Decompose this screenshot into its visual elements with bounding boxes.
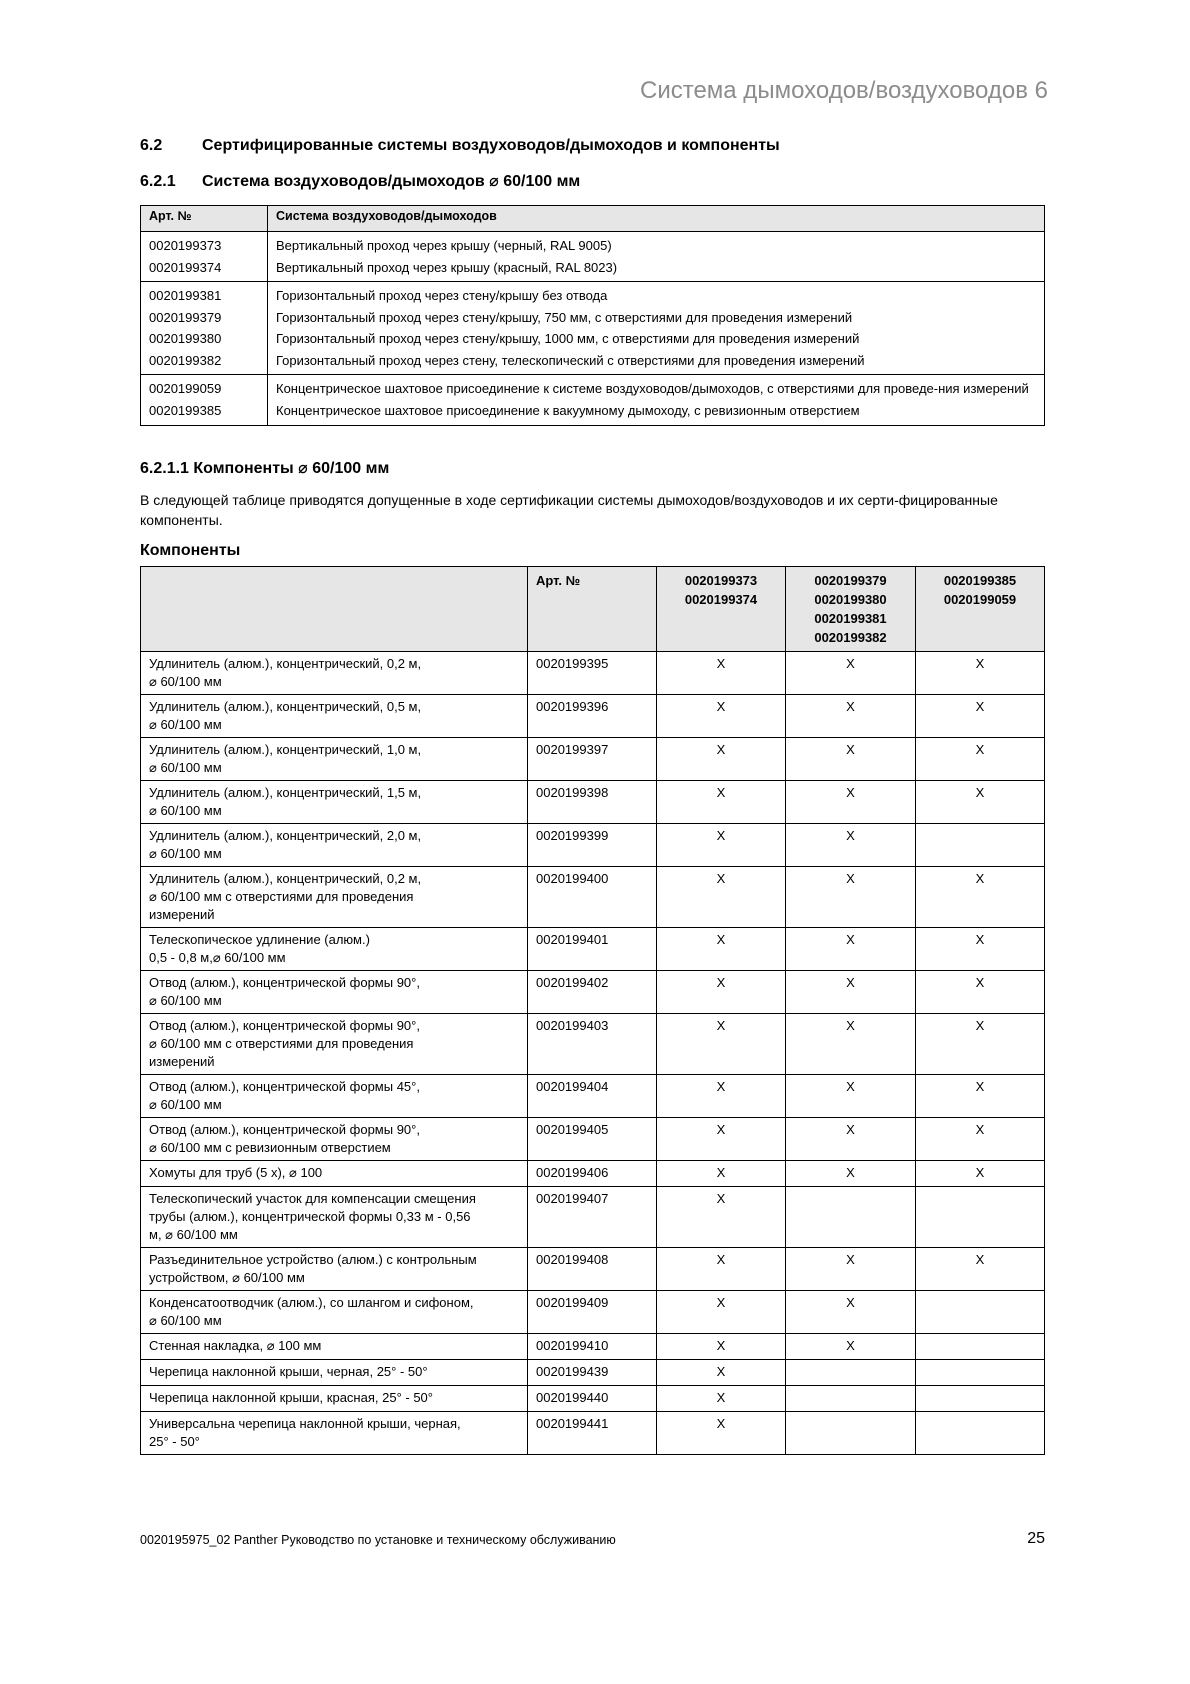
component-name	[141, 1334, 528, 1360]
component-name-line: устройством, ⌀ 60/100 мм	[149, 1270, 305, 1285]
component-art: 0020199406	[528, 1161, 657, 1187]
component-name-line: измерений	[149, 907, 215, 922]
compat-mark-b: X	[786, 971, 916, 1014]
system-description: Горизонтальный проход через стену/крышу, 1000 мм, с отверстиями для проведения измерений	[276, 331, 860, 346]
component-art: 0020199407	[528, 1187, 657, 1248]
header-col-c	[916, 567, 1045, 652]
component-row	[141, 867, 1045, 928]
component-name	[141, 1386, 528, 1412]
component-row	[141, 824, 1045, 867]
compat-mark-a: X	[657, 1161, 786, 1187]
component-row	[141, 695, 1045, 738]
compat-mark-c: X	[916, 1118, 1045, 1161]
description-cell	[268, 282, 1045, 375]
component-name	[141, 1014, 528, 1075]
compat-mark-b: X	[786, 695, 916, 738]
header-art: Арт. №	[141, 206, 268, 232]
compat-mark-a: X	[657, 781, 786, 824]
component-art: 0020199441	[528, 1412, 657, 1455]
compat-mark-c	[916, 1187, 1045, 1248]
component-name-line: Удлинитель (алюм.), концентрический, 1,0 м,	[149, 742, 422, 757]
component-name-line: трубы (алюм.), концентрической формы 0,33 м - 0,56	[149, 1209, 471, 1224]
component-art: 0020199439	[528, 1360, 657, 1386]
component-row	[141, 1118, 1045, 1161]
compat-mark-a: X	[657, 1412, 786, 1455]
compat-mark-b: X	[786, 1161, 916, 1187]
component-name-line: ⌀ 60/100 мм	[149, 760, 222, 775]
component-name-line: Отвод (алюм.), концентрической формы 90°,	[149, 1122, 420, 1137]
component-name	[141, 695, 528, 738]
section-title: Сертифицированные системы воздуховодов/дымоходов и компоненты	[202, 137, 780, 154]
header-name	[141, 567, 528, 652]
components-heading: Компоненты	[140, 542, 241, 559]
header-system: Система воздуховодов/дымоходов	[268, 206, 1045, 232]
component-name-line: Удлинитель (алюм.), концентрический, 2,0 м,	[149, 828, 422, 843]
component-name	[141, 928, 528, 971]
art-number: 0020199379	[149, 309, 222, 325]
component-art: 0020199400	[528, 867, 657, 928]
compat-mark-c: X	[916, 695, 1045, 738]
compat-mark-c: X	[916, 738, 1045, 781]
component-name-line: Удлинитель (алюм.), концентрический, 0,5 м,	[149, 699, 422, 714]
compat-mark-a: X	[657, 928, 786, 971]
component-name	[141, 1248, 528, 1291]
component-name-line: ⌀ 60/100 мм с отверстиями для проведения	[149, 889, 414, 904]
compat-mark-a: X	[657, 1360, 786, 1386]
component-name-line: ⌀ 60/100 мм	[149, 846, 222, 861]
component-name-line: Конденсатоотводчик (алюм.), со шлангом и сифоном,	[149, 1295, 474, 1310]
art-number: 0020199382	[149, 352, 222, 368]
component-art: 0020199404	[528, 1075, 657, 1118]
system-description: Горизонтальный проход через стену, телескопический с отверстиями для проведения измерений	[276, 352, 865, 368]
component-name-line: Удлинитель (алюм.), концентрический, 0,2 м,	[149, 656, 422, 671]
component-row	[141, 928, 1045, 971]
component-name	[141, 971, 528, 1014]
systems-group-row	[141, 282, 1045, 375]
component-row	[141, 781, 1045, 824]
section-number: 6.2.1	[140, 173, 176, 190]
component-name	[141, 1360, 528, 1386]
compat-mark-b: X	[786, 928, 916, 971]
component-name-line: Черепица наклонной крыши, красная, 25° - 50°	[149, 1390, 433, 1405]
compat-mark-a: X	[657, 1187, 786, 1248]
system-description: Горизонтальный проход через стену/крышу без отвода	[276, 288, 608, 303]
compat-mark-b: X	[786, 1118, 916, 1161]
art-number: 0020199381	[149, 288, 222, 303]
component-name-line: Отвод (алюм.), концентрической формы 90°,	[149, 975, 420, 990]
header-art-number: 0020199385	[943, 573, 1017, 588]
component-name-line: Телескопическое удлинение (алюм.)	[149, 932, 370, 947]
component-name-line: ⌀ 60/100 мм	[149, 993, 222, 1008]
compat-mark-c: X	[916, 1161, 1045, 1187]
component-art: 0020199403	[528, 1014, 657, 1075]
component-art: 0020199396	[528, 695, 657, 738]
compat-mark-c	[916, 1334, 1045, 1360]
component-art: 0020199440	[528, 1386, 657, 1412]
compat-mark-b: X	[786, 1291, 916, 1334]
component-art: 0020199408	[528, 1248, 657, 1291]
compat-mark-a: X	[657, 1291, 786, 1334]
component-name	[141, 824, 528, 867]
header-col-a	[657, 567, 786, 652]
compat-mark-c	[916, 824, 1045, 867]
component-row	[141, 971, 1045, 1014]
compat-mark-c: X	[916, 971, 1045, 1014]
compat-mark-c	[916, 1291, 1045, 1334]
component-row	[141, 1360, 1045, 1386]
header-art-number: 0020199382	[814, 630, 887, 645]
compat-mark-a: X	[657, 1386, 786, 1412]
header-art-number: 0020199059	[943, 592, 1017, 607]
component-name-line: Отвод (алюм.), концентрической формы 90°,	[149, 1018, 420, 1033]
component-art: 0020199405	[528, 1118, 657, 1161]
component-row	[141, 1412, 1045, 1455]
component-name-line: ⌀ 60/100 мм с отверстиями для проведения	[149, 1036, 414, 1051]
component-name	[141, 652, 528, 695]
system-description: Горизонтальный проход через стену/крышу, 750 мм, с отверстиями для проведения измерений	[276, 309, 853, 325]
component-art: 0020199402	[528, 971, 657, 1014]
compat-mark-a: X	[657, 1014, 786, 1075]
system-description: Вертикальный проход через крышу (черный, RAL 9005)	[276, 238, 612, 253]
compat-mark-a: X	[657, 867, 786, 928]
art-number: 0020199373	[149, 238, 222, 253]
component-name-line: Удлинитель (алюм.), концентрический, 1,5 м,	[149, 785, 422, 800]
component-name-line: Удлинитель (алюм.), концентрический, 0,2 м,	[149, 871, 422, 886]
component-name-line: измерений	[149, 1054, 215, 1069]
intro-paragraph: В следующей таблице приводятся допущенные в ходе сертификации системы дымоходов/воздуховодов и их серти-фицированные компоненты.	[140, 492, 998, 528]
compat-mark-c: X	[916, 928, 1045, 971]
compat-mark-a: X	[657, 1248, 786, 1291]
art-cell	[141, 232, 268, 282]
system-description: Вертикальный проход через крышу (красный, RAL 8023)	[276, 259, 618, 275]
art-cell	[141, 282, 268, 375]
component-name	[141, 781, 528, 824]
component-row	[141, 1014, 1045, 1075]
compat-mark-c: X	[916, 867, 1045, 928]
description-cell	[268, 375, 1045, 426]
component-name-line: 0,5 - 0,8 м,⌀ 60/100 мм	[149, 950, 286, 965]
component-name	[141, 867, 528, 928]
component-name-line: ⌀ 60/100 мм	[149, 717, 222, 732]
component-art: 0020199397	[528, 738, 657, 781]
compat-mark-a: X	[657, 1118, 786, 1161]
component-name-line: Хомуты для труб (5 х), ⌀ 100	[149, 1165, 323, 1180]
compat-mark-c	[916, 1412, 1045, 1455]
component-row	[141, 1075, 1045, 1118]
header-art: Арт. №	[528, 567, 657, 652]
component-name-line: ⌀ 60/100 мм с ревизионным отверстием	[149, 1140, 391, 1155]
art-number: 0020199059	[149, 381, 222, 396]
compat-mark-b: X	[786, 652, 916, 695]
compat-mark-b	[786, 1386, 916, 1412]
compat-mark-c	[916, 1386, 1045, 1412]
compat-mark-b: X	[786, 1248, 916, 1291]
component-name	[141, 1075, 528, 1118]
section-6-2-heading	[140, 137, 780, 155]
systems-group-row	[141, 375, 1045, 426]
header-art-number: 0020199373	[684, 573, 758, 588]
art-number: 0020199385	[149, 402, 222, 418]
header-art-number: 0020199381	[814, 611, 887, 626]
compat-mark-b: X	[786, 1334, 916, 1360]
component-row	[141, 1334, 1045, 1360]
component-name	[141, 1118, 528, 1161]
compat-mark-b	[786, 1187, 916, 1248]
component-row	[141, 652, 1045, 695]
compat-mark-b: X	[786, 781, 916, 824]
component-name-line: Разъединительное устройство (алюм.) с контрольным	[149, 1252, 477, 1267]
compat-mark-a: X	[657, 1334, 786, 1360]
compat-mark-b: X	[786, 738, 916, 781]
compat-mark-a: X	[657, 971, 786, 1014]
section-number: 6.2	[140, 137, 163, 154]
systems-table-header	[141, 206, 1045, 232]
component-name-line: Отвод (алюм.), концентрической формы 45°,	[149, 1079, 420, 1094]
compat-mark-c: X	[916, 781, 1045, 824]
component-name-line: ⌀ 60/100 мм	[149, 803, 222, 818]
compat-mark-b	[786, 1412, 916, 1455]
component-row	[141, 1386, 1045, 1412]
compat-mark-a: X	[657, 1075, 786, 1118]
compat-mark-c: X	[916, 652, 1045, 695]
component-art: 0020199399	[528, 824, 657, 867]
page-number: 25	[1027, 1530, 1045, 1547]
component-name-line: Универсальна черепица наклонной крыши, черная,	[149, 1416, 461, 1431]
component-name-line: Стенная накладка, ⌀ 100 мм	[149, 1338, 322, 1353]
compat-mark-b: X	[786, 1014, 916, 1075]
section-6-2-1-heading	[140, 171, 580, 191]
component-art: 0020199410	[528, 1334, 657, 1360]
component-name	[141, 1291, 528, 1334]
compat-mark-c: X	[916, 1075, 1045, 1118]
footer-doc-info: 0020195975_02 Panther Руководство по установке и техническому обслуживанию	[140, 1533, 616, 1547]
systems-group-row	[141, 232, 1045, 282]
component-row	[141, 738, 1045, 781]
compat-mark-c: X	[916, 1014, 1045, 1075]
component-row	[141, 1248, 1045, 1291]
component-art: 0020199398	[528, 781, 657, 824]
art-number: 0020199374	[149, 259, 222, 275]
compat-mark-a: X	[657, 824, 786, 867]
component-name-line: ⌀ 60/100 мм	[149, 1313, 222, 1328]
compat-mark-b: X	[786, 867, 916, 928]
component-name-line: Телескопический участок для компенсации смещения	[149, 1191, 476, 1206]
compat-mark-b	[786, 1360, 916, 1386]
compat-mark-a: X	[657, 652, 786, 695]
component-name	[141, 1412, 528, 1455]
header-art-number: 0020199374	[684, 592, 758, 607]
description-cell	[268, 232, 1045, 282]
art-number: 0020199380	[149, 331, 222, 346]
component-art: 0020199409	[528, 1291, 657, 1334]
header-col-b	[786, 567, 916, 652]
section-6-2-1-1-heading: 6.2.1.1 Компоненты ⌀ 60/100 мм	[140, 460, 390, 477]
systems-table	[140, 205, 1045, 426]
system-description: Концентрическое шахтовое присоединение к системе воздуховодов/дымоходов, с отверстиями для проведе-ния измерений	[276, 381, 1029, 396]
compat-mark-c	[916, 1360, 1045, 1386]
component-name-line: ⌀ 60/100 мм	[149, 1097, 222, 1112]
component-name-line: 25° - 50°	[149, 1434, 200, 1449]
header-art-number: 0020199380	[814, 592, 887, 607]
compat-mark-c: X	[916, 1248, 1045, 1291]
component-name	[141, 738, 528, 781]
component-art: 0020199395	[528, 652, 657, 695]
compat-mark-b: X	[786, 824, 916, 867]
running-header: Система дымоходов/воздуховодов 6	[639, 77, 1048, 104]
component-name-line: Черепица наклонной крыши, черная, 25° - 50°	[149, 1364, 428, 1379]
system-description: Концентрическое шахтовое присоединение к вакуумному дымоходу, с ревизионным отверстием	[276, 403, 860, 418]
components-table	[140, 566, 1045, 1455]
compat-mark-a: X	[657, 695, 786, 738]
compat-mark-b: X	[786, 1075, 916, 1118]
components-table-header	[141, 567, 1045, 652]
art-cell	[141, 375, 268, 426]
components-table-body	[141, 652, 1045, 1455]
component-art: 0020199401	[528, 928, 657, 971]
section-title: Система воздуховодов/дымоходов ⌀ 60/100 мм	[202, 173, 581, 190]
component-row	[141, 1161, 1045, 1187]
component-name-line: ⌀ 60/100 мм	[149, 674, 222, 689]
systems-table-body	[141, 232, 1045, 426]
component-name	[141, 1187, 528, 1248]
component-name	[141, 1161, 528, 1187]
component-row	[141, 1291, 1045, 1334]
compat-mark-a: X	[657, 738, 786, 781]
header-art-number: 0020199379	[814, 573, 887, 588]
component-row	[141, 1187, 1045, 1248]
component-name-line: м, ⌀ 60/100 мм	[149, 1227, 238, 1242]
